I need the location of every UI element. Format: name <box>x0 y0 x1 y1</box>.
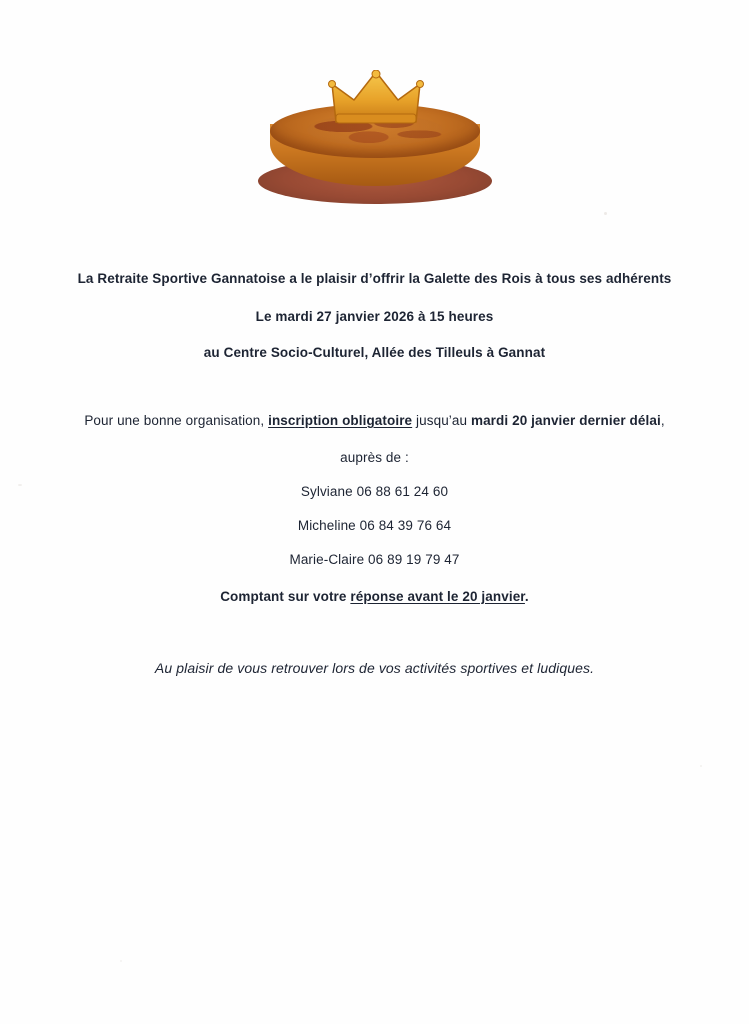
event-venue-line: au Centre Socio-Culturel, Allée des Tilleuls à Gannat <box>203 345 546 360</box>
registration-emphasis: inscription obligatoire <box>268 413 413 428</box>
contact-line-micheline: Micheline 06 84 39 76 64 <box>297 518 452 533</box>
crown-icon <box>328 70 424 126</box>
registration-text-part-1: Pour une bonne organisation, <box>84 413 269 428</box>
closing-line: Au plaisir de vous retrouver lors de vos activités sportives et ludiques. <box>154 660 595 676</box>
registration-text-part-5: , <box>660 413 665 428</box>
registration-line <box>0 412 749 430</box>
scan-artifact <box>120 960 122 962</box>
invitation-line: La Retraite Sportive Gannatoise a le plaisir d’offrir la Galette des Rois à tous ses adhérents <box>77 271 672 286</box>
registration-text-part-3: jusqu’au <box>412 413 471 428</box>
registration-deadline: mardi 20 janvier dernier délai <box>470 413 661 428</box>
contact-line-marie-claire: Marie-Claire 06 89 19 79 47 <box>289 552 460 567</box>
event-date-line: Le mardi 27 janvier 2026 à 15 heures <box>255 309 494 324</box>
galette-des-rois-illustration <box>0 62 749 222</box>
scan-artifact <box>700 765 702 767</box>
reply-deadline: réponse avant le 20 janvier <box>350 589 525 604</box>
reply-line <box>0 588 749 606</box>
contact-line-sylviane: Sylviane 06 88 61 24 60 <box>300 484 449 499</box>
reply-text-part-3: . <box>524 589 529 604</box>
reply-text-part-1: Comptant sur votre <box>220 589 351 604</box>
contact-intro-line: auprès de : <box>340 450 409 465</box>
